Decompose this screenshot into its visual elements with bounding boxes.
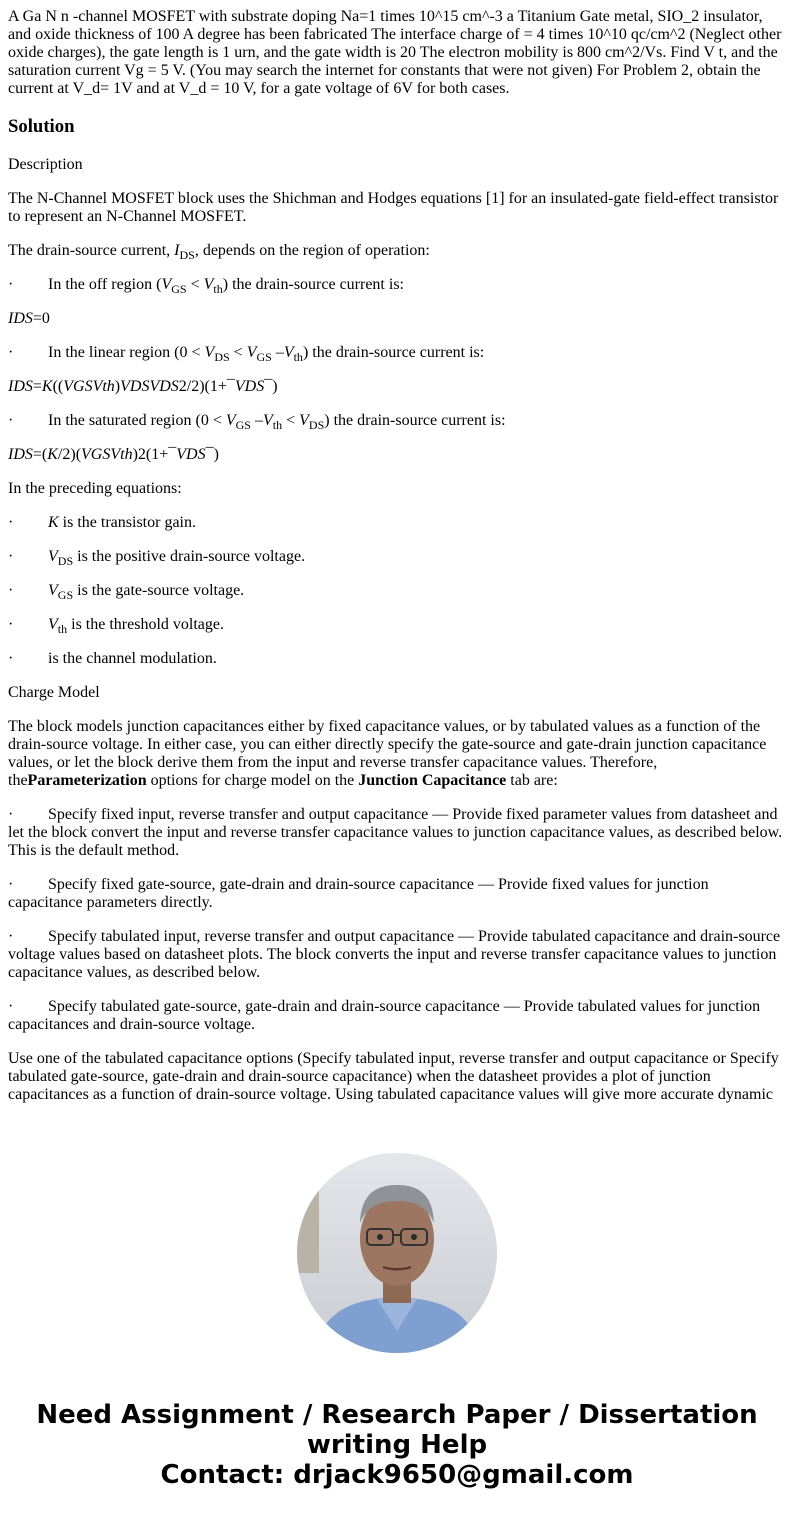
option-4: · Specify tabulated gate-source, gate-drain and drain-source capacitance — Provide tabulated values for junction capacitances and drain-source voltage. [8, 998, 761, 1033]
bullet: · [8, 514, 14, 531]
question-text: A Ga N n -channel MOSFET with substrate doping Na=1 times 10^15 cm^-3 a Titanium Gate metal, SIO_2 insulator, and oxide thickness of 100 A degree has been fabricated The interface charge of = 4 times 10^10 qc/cm^2 (Neglect other oxide charges), the gate length is 1 urn, and the gate width is 20 The electron mobility is 800 cm^2/Vs. Find V t, and the saturation current Vg = 5 V. (You may search the internet for constants that were not given) For Problem 2, obtain the current at V_d= 1V and at V_d = 10 V, for a gate voltage of 6V for both cases. [8, 8, 782, 97]
solution-document [8, 0, 784, 1122]
bullet: · [8, 876, 14, 893]
definition-vds: · $V_{DS}$ is the positive drain-source voltage. [8, 548, 306, 569]
tabulated-paragraph: Use one of the tabulated capacitance options (Specify tabulated input, reverse transfer and output capacitance or Specify tabulated gate-source, gate-drain and drain-source capacitance) when the datasheet provides a plot of junction capacitances as a function of drain-source voltage. Using tabulated capacitance values will give more accurate dynamic [8, 1050, 779, 1103]
bullet: · [8, 412, 14, 429]
charge-model-paragraph: The block models junction capacitances either by fixed capacitance values, or by tabulated values as a function of the drain-source voltage. In either case, you can either directly specify the gate-source and gate-drain junction capacitance values, or let the block derive them from the input and reverse transfer capacitance values. Therefore, theParameterization options for charge model on the Junction Capacitance tab are: [8, 718, 767, 789]
bullet: · [8, 650, 14, 667]
bullet: · [8, 806, 14, 823]
promo-footer [0, 1400, 794, 1490]
linear-region-equation: IDS=K((VGSVth)VDSVDS2/2)(1+¯VDS¯) [8, 378, 278, 395]
saturated-region-equation: IDS=(K/2)(VGSVth)2(1+¯VDS¯) [8, 446, 219, 463]
bullet: · [8, 582, 14, 599]
bullet: · [8, 616, 14, 633]
preceding-heading: In the preceding equations: [8, 480, 182, 497]
definition-lambda: · is the channel modulation. [8, 650, 217, 667]
bullet: · [8, 276, 14, 293]
current-intro: The drain-source current, $I_{DS}$, depends on the region of operation: [8, 242, 430, 263]
bullet: · [8, 344, 14, 361]
promo-line-2: writing Help [306, 1430, 488, 1460]
intro-paragraph: The N-Channel MOSFET block uses the Shichman and Hodges equations [1] for an insulated-gate field-effect transistor to represent an N-Channel MOSFET. [8, 190, 779, 225]
charge-model-heading: Charge Model [8, 684, 100, 701]
linear-region-item: · In the linear region ($0 < V_{DS} < V_{GS}$ $-V_{th}$) the drain-source current is: [8, 344, 485, 365]
person-photo-icon [297, 1153, 497, 1353]
option-1: · Specify fixed input, reverse transfer and output capacitance — Provide fixed parameter values from datasheet and let the block convert the input and reverse transfer capacitance values to junction capacitance values, as described below. This is the default method. [8, 806, 783, 859]
saturated-region-item: · In the saturated region ($0 < V_{GS}$ $-V_{th} < V_{DS}$) the drain-source current is: [8, 412, 506, 433]
option-2: · Specify fixed gate-source, gate-drain and drain-source capacitance — Provide fixed values for junction capacitance parameters directly. [8, 876, 709, 911]
bullet: · [8, 998, 14, 1015]
off-region-equation: IDS=0 [8, 310, 50, 327]
definition-vgs: · $V_{GS}$ is the gate-source voltage. [8, 582, 245, 603]
solution-heading: Solution [8, 116, 75, 137]
promo-line-1: Need Assignment / Research Paper / Dissertation [36, 1400, 758, 1430]
definition-k: · K is the transistor gain. [8, 514, 196, 531]
description-heading: Description [8, 156, 83, 173]
off-region-item: · In the off region $(V_{GS} < V_{th})$ the drain-source current is: [8, 276, 404, 297]
bullet: · [8, 928, 14, 945]
author-avatar [297, 1153, 497, 1353]
option-3: · Specify tabulated input, reverse transfer and output capacitance — Provide tabulated capacitance and drain-source voltage values based on datasheet plots. The block converts the input and reverse transfer capacitance values to junction capacitance values, as described below. [8, 928, 781, 981]
definition-vth: · $V_{th}$ is the threshold voltage. [8, 616, 224, 637]
promo-contact: Contact: drjack9650@gmail.com [160, 1460, 634, 1490]
bullet: · [8, 548, 14, 565]
